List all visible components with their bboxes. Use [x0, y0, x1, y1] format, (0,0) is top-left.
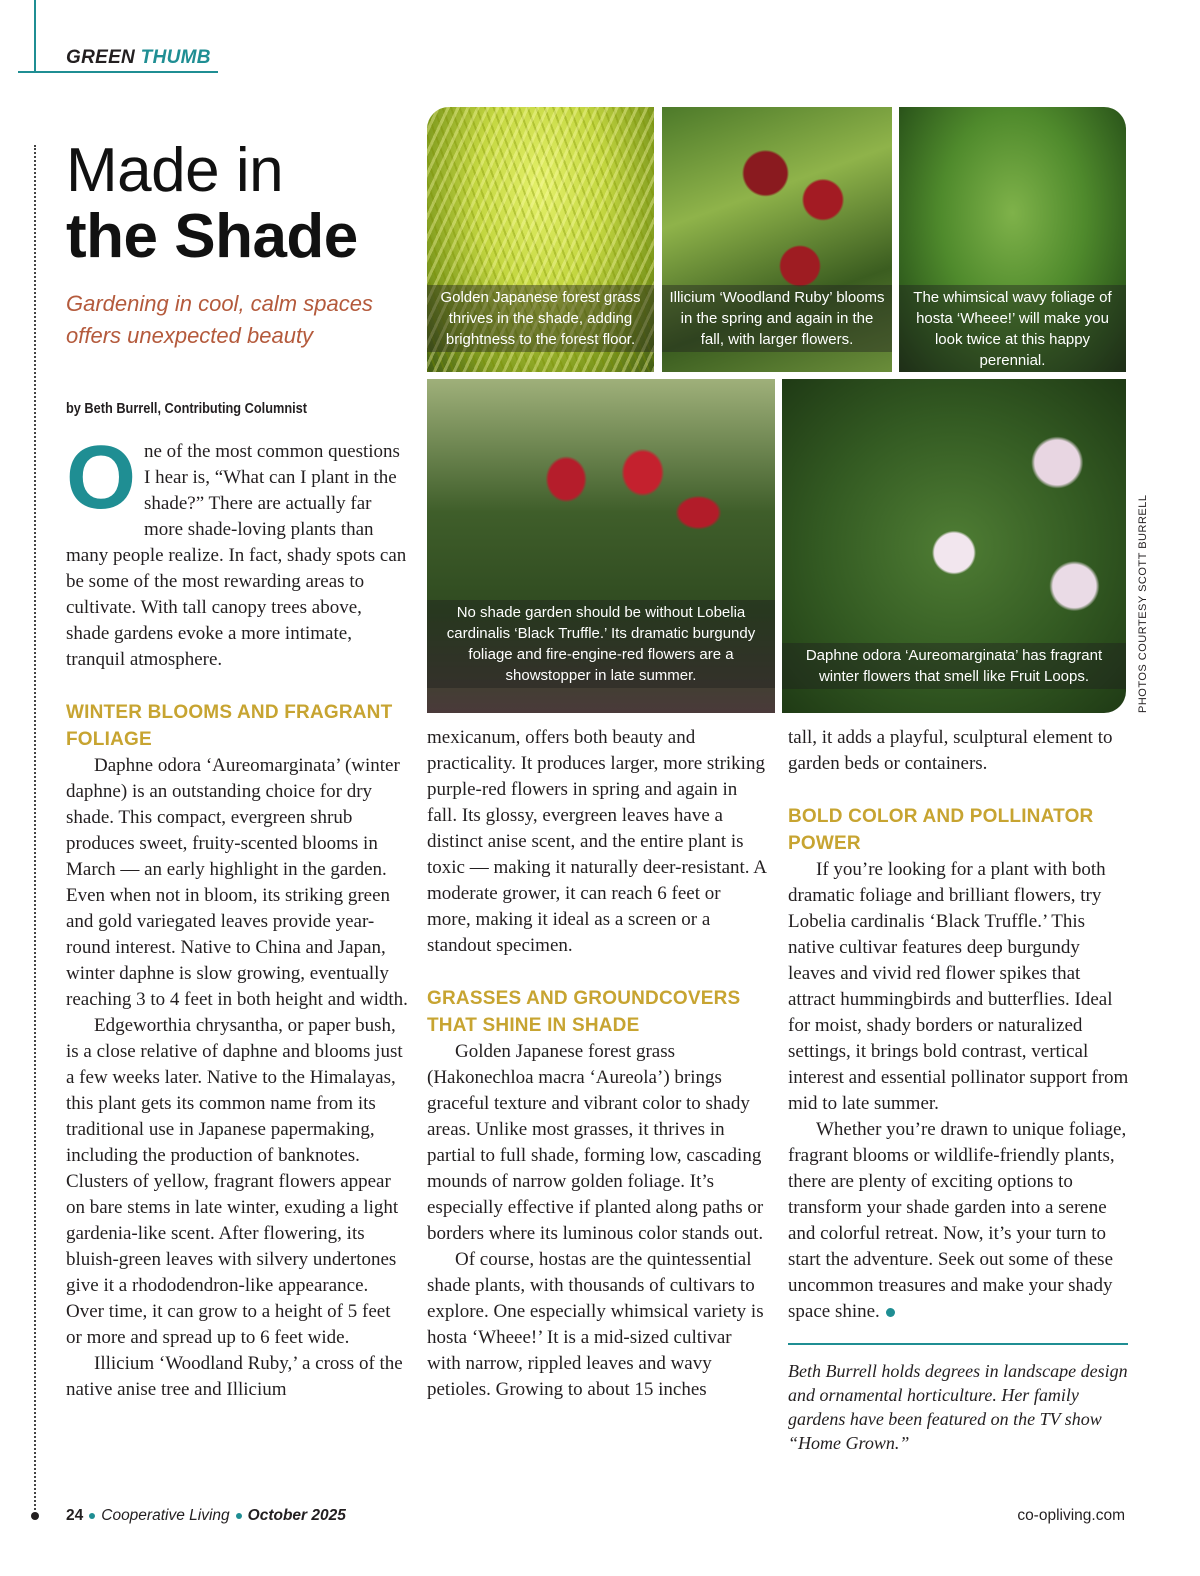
footer-folio — [66, 1507, 346, 1525]
daphne-photo — [782, 379, 1126, 713]
subtitle: Gardening in cool, calm spaces offers unexpected beauty — [66, 291, 373, 348]
article-column-1 — [66, 428, 408, 1403]
page-number: 24 — [66, 1507, 84, 1524]
author-bio: Beth Burrell holds degrees in landscape design and ornamental horticulture. Her family gardens have been featured on the TV show “Home Grown.” — [788, 1361, 1128, 1453]
hosta-photo — [899, 107, 1126, 372]
subhead-winter-blooms: WINTER BLOOMS AND FRAGRANT FOLIAGE — [66, 702, 393, 750]
paragraph-hosta: Of course, hostas are the quintessential shade plants, with thousands of cultivars to explore. One especially whimsical variety is hosta ‘Wheee!’ It is a mid-sized cultivar with narrow, rippled leaves and wavy petioles. Growing to about 15 inches — [427, 1249, 764, 1400]
end-mark-icon — [886, 1308, 895, 1317]
lobelia-photo — [427, 379, 775, 713]
page-title — [66, 138, 406, 270]
drop-cap: O — [66, 428, 137, 528]
closing-text: Whether you’re drawn to unique foliage, fragrant blooms or wildlife-friendly plants, there are plenty of exciting options to transform your shade garden into a serene and colorful retreat. Now, it’s your turn to start the adventure. Seek out some of these uncommon treasures and make your shady space shine. — [788, 1119, 1127, 1322]
paragraph-forest-grass: Golden Japanese forest grass (Hakonechloa macra ‘Aureola’) brings graceful texture and vibrant color to shady areas. Unlike most grasses, it thrives in partial to full shade, forming low, cascading mounds of narrow golden foliage. It’s especially effective if planted along paths or borders where its luminous color stands out. — [427, 1041, 764, 1244]
paragraph-closing — [788, 1117, 1130, 1325]
header-rule-horizontal — [18, 71, 218, 73]
title-line-1: Made in — [66, 136, 284, 205]
intro-text: ne of the most common questions I hear is, “What can I plant in the shade?” There are actually far more shade-loving plants than many people realize. In fact, shady spots can be some of the most rewarding areas to cultivate. With tall canopy trees above, shade gardens evoke a more intimate, tranquil atmosphere. — [66, 441, 407, 670]
grass-photo — [427, 107, 654, 372]
byline: by Beth Burrell, Contributing Columnist — [66, 401, 308, 417]
side-rule-end-dot — [31, 1512, 39, 1520]
photo-credit: PHOTOS COURTESY SCOTT BURRELL — [1137, 494, 1149, 713]
illicium-photo — [662, 107, 892, 372]
photo-caption: The whimsical wavy foliage of hosta ‘Wheee!’ will make you look twice at this happy perennial. — [899, 285, 1126, 372]
photo-caption: No shade garden should be without Lobelia cardinalis ‘Black Truffle.’ Its dramatic burgundy foliage and fire-engine-red flowers are a showstopper in late summer. — [427, 600, 775, 688]
article-column-2 — [427, 725, 767, 1403]
footer-dot-icon — [236, 1513, 242, 1519]
magazine-name: Cooperative Living — [101, 1507, 230, 1524]
header-rule-vertical — [34, 0, 36, 72]
intro-paragraph — [66, 428, 408, 673]
website-link[interactable]: co-opliving.com — [1017, 1507, 1125, 1524]
paragraph-edgeworthia: Edgeworthia chrysantha, or paper bush, is a close relative of daphne and blooms just a few weeks later. Native to the Himalayas, this plant gets its common name from its traditional use in Japanese papermaking, including the production of banknotes. Clusters of yellow, fragrant flowers appear on bare stems in late winter, exuding a light gardenia-like scent. After flowering, its bluish-green leaves with silvery undertones give it a rhododendron-like appearance. Over time, it can grow to a height of 5 feet or more and spread up to 6 feet wide. — [66, 1015, 403, 1348]
article-column-3 — [788, 725, 1130, 1455]
subhead-grasses: GRASSES AND GROUNDCOVERS THAT SHINE IN SHADE — [427, 988, 741, 1036]
paragraph-illicium: Illicium ‘Woodland Ruby,’ a cross of the native anise tree and Illicium — [66, 1353, 403, 1400]
bio-divider — [788, 1343, 1128, 1345]
photo-caption: Daphne odora ‘Aureomarginata’ has fragrant winter flowers that smell like Fruit Loops. — [782, 643, 1126, 689]
section-tag-green: GREEN — [66, 47, 136, 68]
issue-date: October 2025 — [247, 1507, 346, 1524]
subhead-bold-color: BOLD COLOR AND POLLINATOR POWER — [788, 806, 1094, 854]
paragraph-lobelia: If you’re looking for a plant with both dramatic foliage and brilliant flowers, try Lobelia cardinalis ‘Black Truffle.’ This native cultivar features deep burgundy leaves and vivid red flower spikes that attract hummingbirds and butterflies. Ideal for moist, shady borders or naturalized settings, it brings bold contrast, vertical interest and essential pollinator support from mid to late summer. — [788, 859, 1129, 1114]
paragraph-daphne: Daphne odora ‘Aureomarginata’ (winter daphne) is an outstanding choice for dry shade. This compact, evergreen shrub produces sweet, fruity-scented blooms in March — an early highlight in the garden. Even when not in bloom, its striking green and gold variegated leaves provide year-round interest. Native to China and Japan, winter daphne is slow growing, eventually reaching 3 to 4 feet in both height and width. — [66, 755, 408, 1010]
section-tag-thumb: THUMB — [140, 47, 211, 68]
title-line-2: the Shade — [66, 202, 358, 271]
paragraph-illicium-continued: mexicanum, offers both beauty and practicality. It produces larger, more striking purple-red flowers in spring and again in fall. Its glossy, evergreen leaves have a distinct anise scent, and the entire plant is toxic — making it naturally deer-resistant. A moderate grower, it can reach 6 feet or more, making it ideal as a screen or a standout specimen. — [427, 727, 766, 956]
paragraph-hosta-continued: tall, it adds a playful, sculptural element to garden beds or containers. — [788, 727, 1113, 774]
photo-caption: Illicium ‘Woodland Ruby’ blooms in the spring and again in the fall, with larger flowers. — [662, 285, 892, 352]
photo-caption: Golden Japanese forest grass thrives in the shade, adding brightness to the forest floor. — [427, 285, 654, 352]
section-tag — [66, 47, 211, 69]
side-dotted-rule — [34, 145, 36, 1510]
footer-dot-icon — [89, 1513, 95, 1519]
